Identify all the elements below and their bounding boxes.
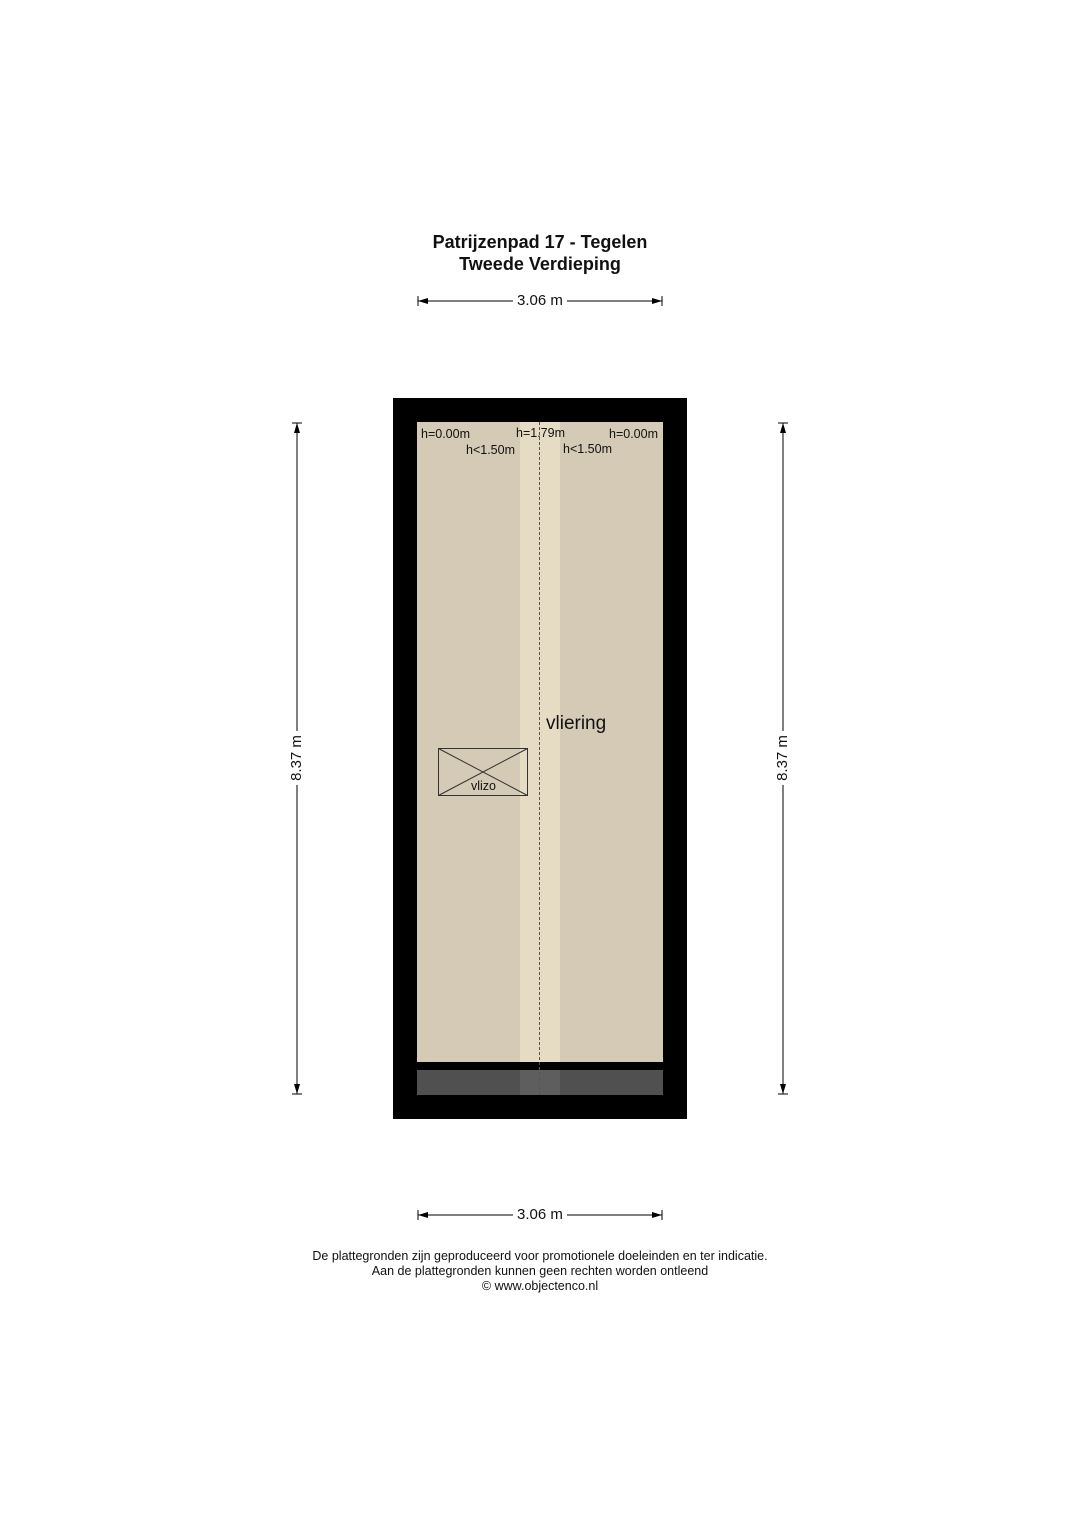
height-label-left-edge: h=0.00m [421, 427, 470, 441]
height-label-right-edge: h=0.00m [609, 427, 658, 441]
room-label: vliering [546, 713, 607, 734]
ridge-zone [520, 422, 560, 1062]
dimension-label-right-height: 8.37 m [774, 731, 792, 785]
height-label-ridge: h=1.79m [516, 426, 565, 440]
hatch-label: vlizo [471, 779, 497, 793]
disclaimer-line-2: Aan de plattegronden kunnen geen rechten worden ontleend [371, 1264, 709, 1278]
lower-eave-band-ridge [520, 1070, 560, 1095]
height-label-left-limit: h<1.50m [466, 443, 515, 457]
copyright-line: © www.objectenco.nl [481, 1279, 599, 1293]
plan-title-address: Patrijzenpad 17 - Tegelen [432, 232, 648, 252]
height-label-right-limit: h<1.50m [563, 442, 612, 456]
dimension-label-left-height: 8.37 m [288, 731, 306, 785]
disclaimer-line-1: De plattegronden zijn geproduceerd voor promotionele doeleinden en ter indicatie. [312, 1249, 768, 1263]
ridge-line [539, 422, 540, 1095]
dimension-label-top-width: 3.06 m [513, 292, 567, 310]
dimension-label-bottom-width: 3.06 m [513, 1206, 567, 1224]
plan-title-floor: Tweede Verdieping [459, 254, 621, 274]
